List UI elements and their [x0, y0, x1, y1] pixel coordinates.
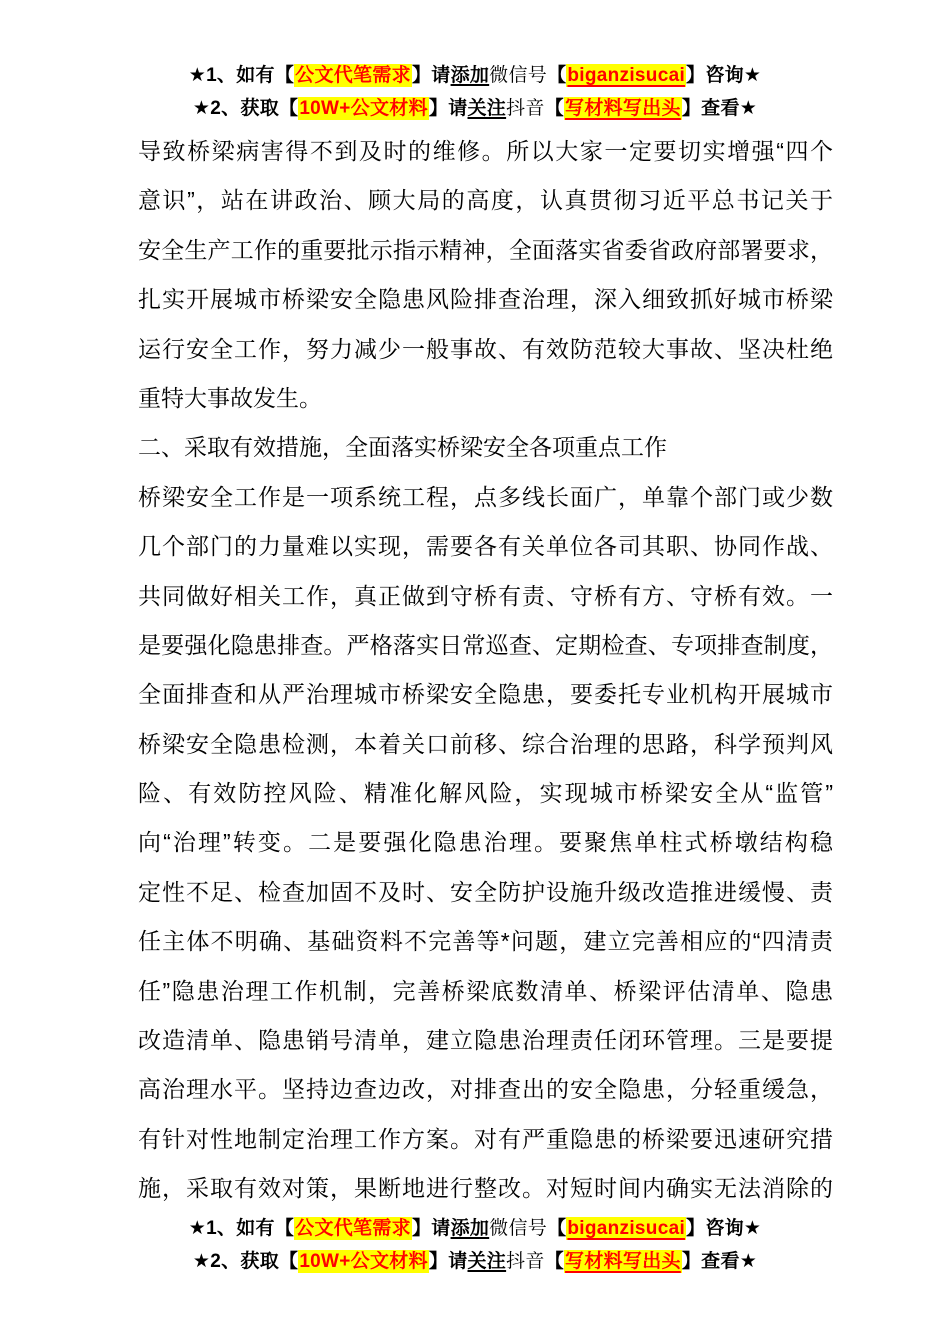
body-line: 桥梁安全隐患检测，本着关口前移、综合治理的思路，科学预判风: [138, 730, 833, 757]
promo-header: [0, 59, 950, 125]
promo-text: 】请: [411, 1218, 451, 1239]
promo-wechat-id: biganzisucai: [567, 1218, 686, 1239]
promo-text: ★2、获取【: [192, 98, 299, 119]
document-body: [138, 127, 833, 1214]
body-line: 有针对性地制定治理工作方案。对有严重隐患的桥梁要迅速研究措: [138, 1125, 833, 1152]
body-line: 定性不足、检查加固不及时、安全防护设施升级改造推进缓慢、责: [138, 878, 833, 905]
promo-highlight-materials: 10W+公文材料: [299, 98, 428, 119]
promo-text: 【: [544, 98, 565, 119]
body-line: 任”隐患治理工作机制，完善桥梁底数清单、桥梁评估清单、隐患: [138, 977, 833, 1004]
promo-text: 】咨询★: [686, 65, 762, 86]
promo-platform-wechat: 微信号: [489, 65, 548, 86]
body-line: 桥梁安全工作是一项系统工程，点多线长面广，单靠个部门或少数: [138, 483, 833, 510]
body-line: 几个部门的力量难以实现，需要各有关单位各司其职、协同作战、: [138, 533, 833, 560]
promo-text: 【: [547, 1218, 567, 1239]
body-line: 是要强化隐患排查。严格落实日常巡查、定期检查、专项排查制度，: [138, 631, 833, 658]
body-line: 安全生产工作的重要批示指示精神，全面落实省委省政府部署要求，: [138, 236, 833, 263]
body-line: 重特大事故发生。: [138, 384, 322, 411]
body-line: 全面排查和从严治理城市桥梁安全隐患，要委托专业机构开展城市: [138, 681, 833, 708]
body-line: 施，采取有效对策，果断地进行整改。对短时间内确实无法消除的: [138, 1175, 833, 1202]
section-heading: 二、采取有效措施，全面落实桥梁安全各项重点工作: [138, 434, 667, 461]
promo-header-line-2: [0, 92, 950, 125]
promo-text: ★1、如有【: [188, 65, 295, 86]
promo-text: 【: [544, 1251, 565, 1272]
promo-highlight-service: 公文代笔需求: [295, 65, 411, 86]
promo-action-add: 添加: [450, 65, 490, 86]
promo-douyin-id: 写材料写出头: [565, 1251, 681, 1272]
promo-platform-douyin: 抖音: [506, 1251, 545, 1272]
body-line: 改造清单、隐患销号清单，建立隐患治理责任闭环管理。三是要提: [138, 1027, 833, 1054]
body-line: 任主体不明确、基础资料不完善等*问题，建立完善相应的“四清责: [138, 928, 833, 955]
promo-text: 】查看★: [681, 1251, 758, 1272]
promo-text: 】咨询★: [686, 1218, 762, 1239]
promo-text: 】请: [411, 65, 451, 86]
promo-footer-line-2: [0, 1245, 950, 1278]
body-line: 共同做好相关工作，真正做到守桥有责、守桥有方、守桥有效。一: [138, 582, 833, 609]
promo-header-line-1: [0, 59, 950, 92]
promo-text: 】请: [428, 1251, 468, 1272]
promo-platform-wechat: 微信号: [489, 1218, 548, 1239]
body-line: 高治理水平。坚持边查边改，对排查出的安全隐患，分轻重缓急，: [138, 1076, 833, 1103]
promo-text: 】查看★: [681, 98, 758, 119]
promo-footer-line-1: [0, 1212, 950, 1245]
body-line: 向“治理”转变。二是要强化隐患治理。要聚焦单柱式桥墩结构稳: [138, 829, 833, 856]
promo-text: 】请: [428, 98, 468, 119]
promo-text: ★2、获取【: [192, 1251, 299, 1272]
promo-douyin-id: 写材料写出头: [565, 98, 681, 119]
promo-action-follow: 关注: [467, 1251, 507, 1272]
body-line: 扎实开展城市桥梁安全隐患风险排查治理，深入细致抓好城市桥梁: [138, 286, 833, 313]
promo-footer: [0, 1212, 950, 1278]
promo-action-follow: 关注: [467, 98, 507, 119]
body-line: 运行安全工作，努力减少一般事故、有效防范较大事故、坚决杜绝: [138, 335, 833, 362]
promo-text: 【: [547, 65, 567, 86]
promo-text: ★1、如有【: [188, 1218, 295, 1239]
body-line: 险、有效防控风险、精准化解风险，实现城市桥梁安全从“监管”: [138, 780, 833, 807]
promo-highlight-service: 公文代笔需求: [295, 1218, 411, 1239]
promo-highlight-materials: 10W+公文材料: [299, 1251, 428, 1272]
body-line: 意识”，站在讲政治、顾大局的高度，认真贯彻习近平总书记关于: [138, 187, 833, 214]
body-line: 导致桥梁病害得不到及时的维修。所以大家一定要切实增强“四个: [138, 138, 833, 164]
promo-platform-douyin: 抖音: [506, 98, 545, 119]
promo-wechat-id: biganzisucai: [567, 65, 686, 86]
promo-action-add: 添加: [450, 1218, 490, 1239]
